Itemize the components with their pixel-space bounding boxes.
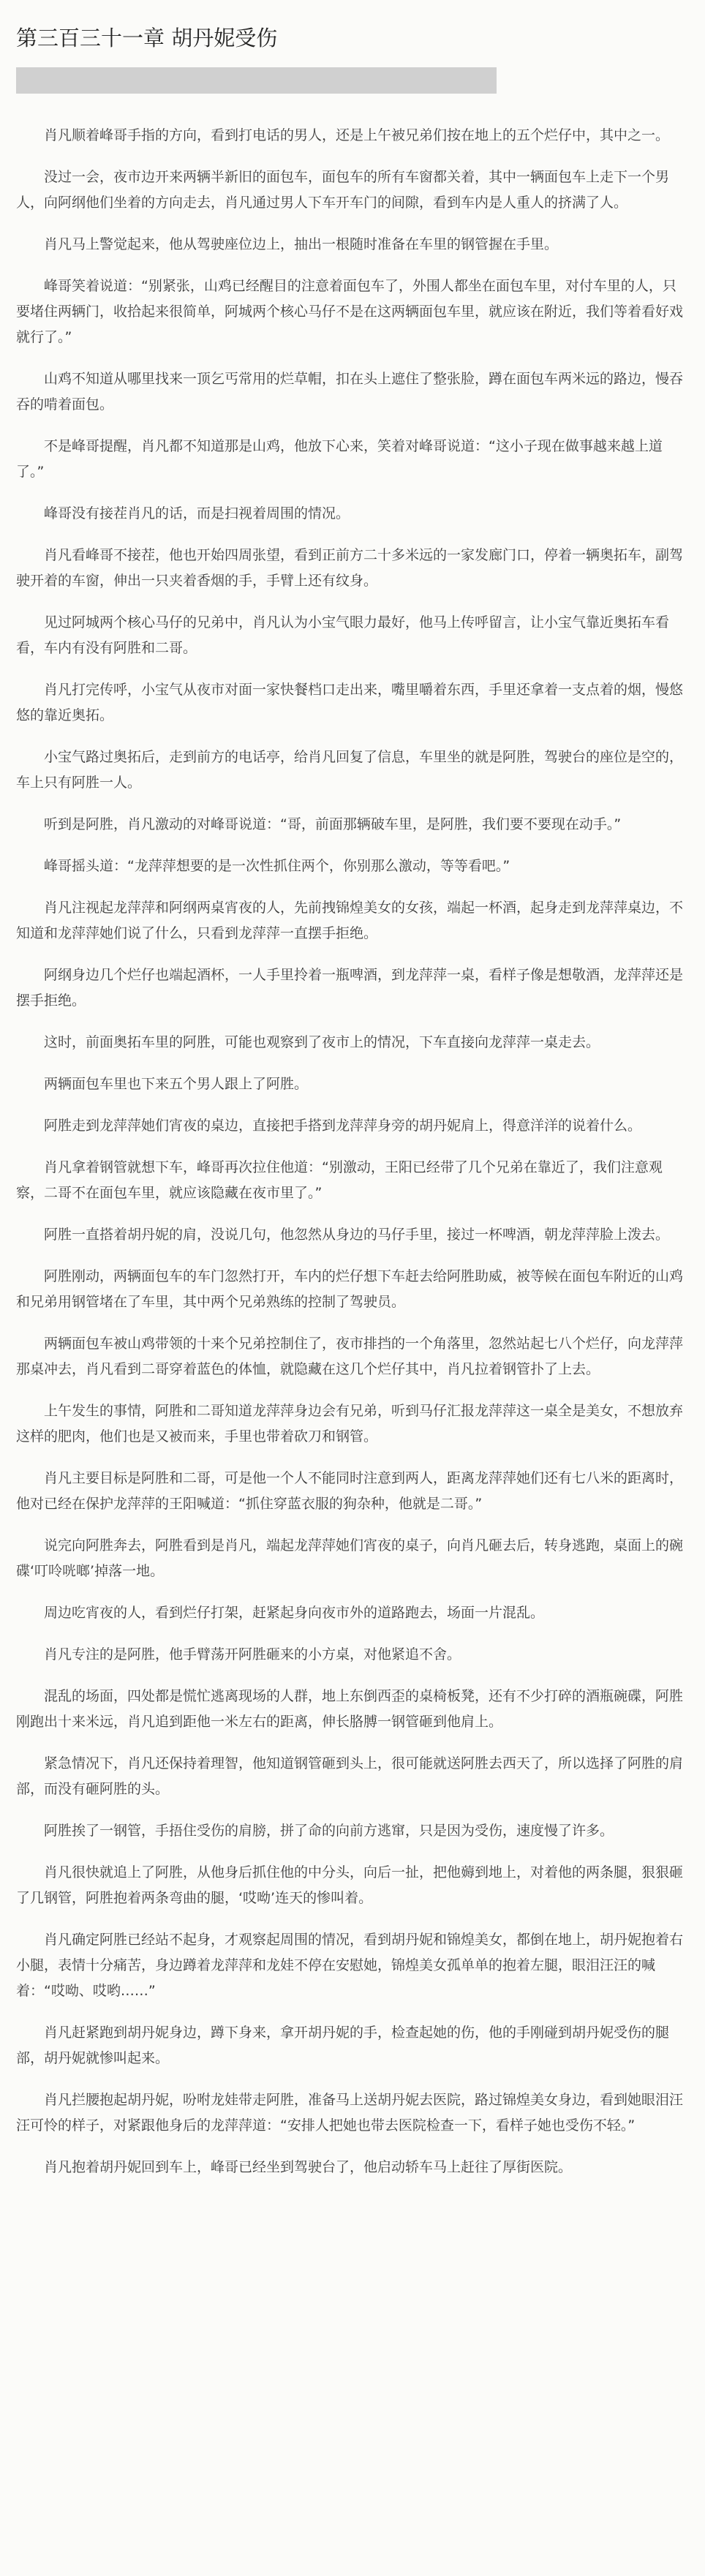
paragraph: 肖凡拦腰抱起胡丹妮，吩咐龙娃带走阿胜，准备马上送胡丹妮去医院，路过锦煌美女身边，看到她眼泪汪汪可怜的样子，对紧跟他身后的龙萍萍道：“安排人把她也带去医院检查一下，看样子她也受伤不轻。” [16,2092,684,2134]
paragraph: 肖凡抱着胡丹妮回到车上，峰哥已经坐到驾驶台了，他启动轿车马上赶往了厚街医院。 [44,2159,573,2175]
paragraph: 肖凡看峰哥不接茬，他也开始四周张望，看到正前方二十多米远的一家发廊门口，停着一辆奥拓车，副驾驶开着的车窗，伸出一只夹着香烟的手，手臂上还有纹身。 [16,547,684,589]
paragraph: 说完向阿胜奔去，阿胜看到是肖凡，端起龙萍萍她们宵夜的桌子，向肖凡砸去后，转身逃跑，桌面上的碗碟‘叮呤咣啷’掉落一地。 [16,1537,684,1579]
paragraph: 肖凡打完传呼，小宝气从夜市对面一家快餐档口走出来，嘴里嚼着东西，手里还拿着一支点着的烟，慢悠悠的靠近奥拓。 [16,682,684,723]
paragraph: 肖凡注视起龙萍萍和阿纲两桌宵夜的人，先前拽锦煌美女的女孩，端起一杯酒，起身走到龙萍萍桌边，不知道和龙萍萍她们说了什么，只看到龙萍萍一直摆手拒绝。 [16,900,684,941]
paragraph: 没过一会，夜市边开来两辆半新旧的面包车，面包车的所有车窗都关着，其中一辆面包车上走下一个男人，向阿纲他们坐着的方向走去，肖凡通过男人下车开车门的间隙，看到车内是人重人的挤满了人。 [16,169,670,211]
paragraph: 周边吃宵夜的人，看到烂仔打架，赶紧起身向夜市外的道路跑去，场面一片混乱。 [44,1605,545,1621]
paragraph: 肖凡专注的是阿胜，他手臂荡开阿胜砸来的小方桌，对他紧追不舍。 [44,1646,461,1662]
paragraph: 阿胜刚动，两辆面包车的车门忽然打开，车内的烂仔想下车赶去给阿胜助威，被等候在面包车附近的山鸡和兄弟用钢管堵在了车里，其中两个兄弟熟练的控制了驾驶员。 [16,1268,684,1310]
paragraph: 峰哥没有接茬肖凡的话，而是扫视着周围的情况。 [44,505,350,521]
chapter-content [16,123,689,2196]
paragraph: 听到是阿胜，肖凡激动的对峰哥说道：“哥，前面那辆破车里，是阿胜，我们要不要现在动手。” [44,816,622,832]
paragraph: 峰哥笑着说道：“别紧张，山鸡已经醒目的注意着面包车了，外围人都坐在面包车里，对付车里的人，只要堵住两辆门，收拾起来很简单，阿城两个核心马仔不是在这两辆面包车里，就应该在附近，我们等着看好戏就行了。” [16,278,684,345]
paragraph: 见过阿城两个核心马仔的兄弟中，肖凡认为小宝气眼力最好，他马上传呼留言，让小宝气靠近奥拓车看看，车内有没有阿胜和二哥。 [16,614,670,656]
paragraph: 峰哥摇头道：“龙萍萍想要的是一次性抓住两个，你别那么激动，等等看吧。” [44,858,510,874]
paragraph: 阿胜一直搭着胡丹妮的肩，没说几句，他忽然从身边的马仔手里，接过一杯啤酒，朝龙萍萍脸上泼去。 [44,1227,670,1243]
paragraph: 阿胜走到龙萍萍她们宵夜的桌边，直接把手搭到龙萍萍身旁的胡丹妮肩上，得意洋洋的说着什么。 [44,1118,642,1134]
title-underline-bar [16,67,497,94]
paragraph: 两辆面包车里也下来五个男人跟上了阿胜。 [44,1076,309,1092]
paragraph: 肖凡拿着钢管就想下车，峰哥再次拉住他道：“别激动，王阳已经带了几个兄弟在靠近了，我们注意观察，二哥不在面包车里，就应该隐藏在夜市里了。” [16,1159,663,1201]
paragraph: 紧急情况下，肖凡还保持着理智，他知道钢管砸到头上，很可能就送阿胜去西天了，所以选择了阿胜的肩部，而没有砸阿胜的头。 [16,1755,684,1797]
paragraph: 肖凡确定阿胜已经站不起身，才观察起周围的情况，看到胡丹妮和锦煌美女，都倒在地上，胡丹妮抱着右小腿，表情十分痛苦，身边蹲着龙萍萍和龙娃不停在安慰她，锦煌美女孤单单的抱着左腿，眼泪汪汪的喊着：“哎呦、哎哟……” [16,1932,684,1999]
paragraph: 小宝气路过奥拓后，走到前方的电话亭，给肖凡回复了信息，车里坐的就是阿胜，驾驶台的座位是空的，车上只有阿胜一人。 [16,749,684,791]
paragraph: 肖凡赶紧跑到胡丹妮身边，蹲下身来，拿开胡丹妮的手，检查起她的伤，他的手刚碰到胡丹妮受伤的腿部，胡丹妮就惨叫起来。 [16,2025,670,2066]
paragraph: 肖凡顺着峰哥手指的方向，看到打电话的男人，还是上午被兄弟们按在地上的五个烂仔中，其中之一。 [44,127,670,143]
paragraph: 两辆面包车被山鸡带领的十来个兄弟控制住了，夜市排挡的一个角落里，忽然站起七八个烂仔，向龙萍萍那桌冲去，肖凡看到二哥穿着蓝色的体恤，就隐藏在这几个烂仔其中，肖凡拉着钢管扑了上去。 [16,1336,684,1377]
chapter-title: 第三百三十一章 胡丹妮受伤 [16,26,278,50]
paragraph: 这时，前面奥拓车里的阿胜，可能也观察到了夜市上的情况，下车直接向龙萍萍一桌走去。 [44,1034,600,1050]
paragraph: 混乱的场面，四处都是慌忙逃离现场的人群，地上东倒西歪的桌椅板凳，还有不少打碎的酒瓶碗碟，阿胜刚跑出十来米远，肖凡追到距他一米左右的距离，伸长胳膊一钢管砸到他肩上。 [16,1688,684,1730]
paragraph: 肖凡马上警觉起来，他从驾驶座位边上，抽出一根随时准备在车里的钢管握在手里。 [44,236,559,252]
paragraph: 肖凡很快就追上了阿胜，从他身后抓住他的中分头，向后一扯，把他薅到地上，对着他的两条腿，狠狠砸了几钢管，阿胜抱着两条弯曲的腿，‘哎呦’连天的惨叫着。 [16,1864,684,1906]
paragraph: 阿胜挨了一钢管，手捂住受伤的肩膀，拼了命的向前方逃窜，只是因为受伤，速度慢了许多。 [44,1823,614,1839]
paragraph: 上午发生的事情，阿胜和二哥知道龙萍萍身边会有兄弟，听到马仔汇报龙萍萍这一桌全是美女，不想放弃这样的肥肉，他们也是又被而来，手里也带着砍刀和钢管。 [16,1403,684,1445]
paragraph: 阿纲身边几个烂仔也端起酒杯，一人手里拎着一瓶啤酒，到龙萍萍一桌，看样子像是想敬酒，龙萍萍还是摆手拒绝。 [16,967,684,1009]
paragraph: 肖凡主要目标是阿胜和二哥，可是他一个人不能同时注意到两人，距离龙萍萍她们还有七八米的距离时，他对已经在保护龙萍萍的王阳喊道：“抓住穿蓝衣服的狗杂种，他就是二哥。” [16,1470,684,1512]
paragraph: 不是峰哥提醒，肖凡都不知道那是山鸡，他放下心来，笑着对峰哥说道：“这小子现在做事越来越上道了。” [16,438,663,480]
paragraph: 山鸡不知道从哪里找来一顶乞丐常用的烂草帽，扣在头上遮住了整张脸，蹲在面包车两米远的路边，慢吞吞的啃着面包。 [16,371,684,413]
